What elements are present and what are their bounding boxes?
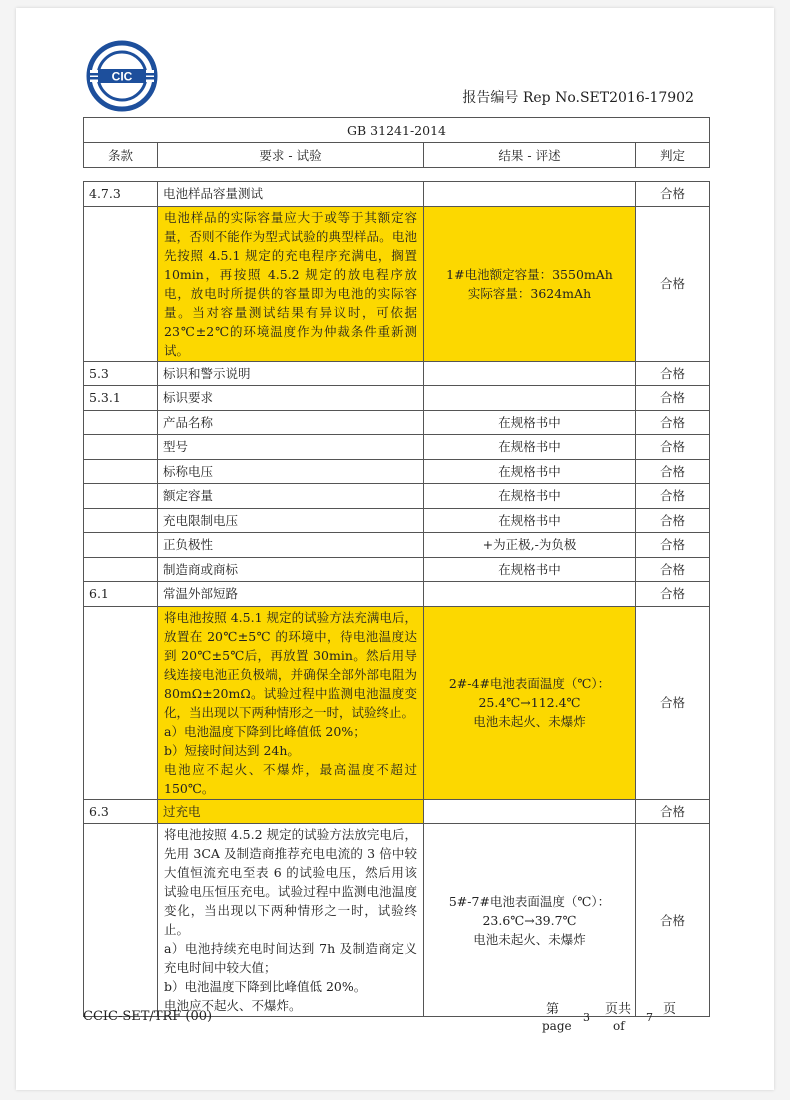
table-row: [84, 435, 710, 460]
result-cell: +为正极,-为负极: [424, 533, 636, 558]
result-line: 电池未起火、未爆炸: [473, 931, 586, 947]
verdict-cell: 合格: [636, 386, 710, 411]
svg-text:CIC: CIC: [111, 69, 133, 84]
requirement-cell: 标识和警示说明: [158, 361, 424, 386]
result-cell: 在规格书中: [424, 459, 636, 484]
requirement-paragraph: 将电池按照 4.5.2 规定的试验方法放完电后，先用 3CA 及制造商推荐充电电流的 3 倍中较大值恒流充电至表 6 的试验电压，然后用该试验电压恒压充电。试验过程中监测电池温度变化，当出现以下两种情形之一时，试验终止。: [164, 827, 417, 937]
total-pages: 7: [646, 1011, 653, 1024]
result-line: 1#电池额定容量：3550mAh: [446, 266, 613, 282]
result-cell: [424, 386, 636, 411]
result-cell: 在规格书中: [424, 410, 636, 435]
total-label: 页共 of: [605, 1002, 632, 1033]
requirement-cell: 标称电压: [158, 459, 424, 484]
requirement-cell: 充电限制电压: [158, 508, 424, 533]
verdict-cell: 合格: [636, 459, 710, 484]
results-table: [83, 181, 710, 1017]
requirement-paragraph: 电池应不起火、不爆炸。: [164, 998, 302, 1013]
verdict-cell: 合格: [636, 799, 710, 824]
result-line: 实际容量：3624mAh: [467, 285, 592, 301]
standard-title: GB 31241-2014: [84, 118, 710, 143]
clause-cell: 5.3: [84, 361, 158, 386]
clause-cell: 4.7.3: [84, 182, 158, 207]
requirement-item: b）短接时间达到 24h。: [164, 742, 300, 758]
result-cell: 在规格书中: [424, 508, 636, 533]
result-line: 23.6℃→39.7℃: [482, 912, 577, 928]
requirement-cell: 正负极性: [158, 533, 424, 558]
verdict-cell: 合格: [636, 508, 710, 533]
clause-cell: 6.3: [84, 799, 158, 824]
result-cell: [424, 824, 636, 1017]
report-number: 报告编号 Rep No.SET2016-17902: [462, 90, 694, 106]
clause-cell: [84, 459, 158, 484]
result-line: 25.4℃→112.4℃: [478, 695, 581, 710]
requirement-item: a）电池温度下降到比峰值低 20%；: [164, 723, 366, 739]
requirement-cell: 电池样品的实际容量应大于或等于其额定容量，否则不能作为型式试验的典型样品。电池先按照 4.5.1 规定的充电程序充满电，搁置 10min，再按照 4.5.2 规定的放电程序放电，放电时所提供的容量即为电池的实际容量。当对容量测试结果有异议时，可依据 23℃±2℃的环境温度作为仲裁条件重新测试。: [158, 206, 424, 361]
requirement-cell: 型号: [158, 435, 424, 460]
table-row: [84, 824, 710, 1017]
verdict-cell: 合格: [636, 606, 710, 799]
requirement-cell: 电池样品容量测试: [158, 182, 424, 207]
col-requirement: 要求 - 试验: [158, 143, 424, 168]
table-row: [84, 484, 710, 509]
result-cell: [424, 582, 636, 607]
table-row: [84, 386, 710, 411]
col-clause: 条款: [84, 143, 158, 168]
requirement-cell: 制造商或商标: [158, 557, 424, 582]
result-cell: [424, 182, 636, 207]
clause-cell: 5.3.1: [84, 386, 158, 411]
table-row: [84, 799, 710, 824]
verdict-cell: 合格: [636, 484, 710, 509]
clause-cell: [84, 206, 158, 361]
result-line: 2#-4#电池表面温度（℃）：: [448, 676, 611, 691]
table-row: [84, 182, 710, 207]
table-row: [84, 533, 710, 558]
requirement-cell: 额定容量: [158, 484, 424, 509]
result-cell: 在规格书中: [424, 484, 636, 509]
verdict-cell: 合格: [636, 361, 710, 386]
result-cell: [424, 361, 636, 386]
table-row: [84, 361, 710, 386]
clause-cell: [84, 484, 158, 509]
clause-cell: [84, 508, 158, 533]
requirement-cell: 产品名称: [158, 410, 424, 435]
result-line: 5#-7#电池表面温度（℃）：: [448, 893, 611, 909]
page-number: 3: [583, 1011, 590, 1024]
result-cell: 在规格书中: [424, 557, 636, 582]
verdict-cell: 合格: [636, 533, 710, 558]
clause-cell: [84, 533, 158, 558]
page-label: 第 page: [542, 1002, 572, 1033]
requirement-cell: 常温外部短路: [158, 582, 424, 607]
requirement-cell: [158, 824, 424, 1017]
end-label: 页: [663, 1002, 677, 1017]
col-result: 结果 - 评述: [424, 143, 636, 168]
verdict-cell: 合格: [636, 206, 710, 361]
verdict-cell: 合格: [636, 435, 710, 460]
table-row: [84, 410, 710, 435]
table-row: [84, 459, 710, 484]
table-row: [84, 582, 710, 607]
clause-cell: [84, 824, 158, 1017]
clause-cell: [84, 557, 158, 582]
table-row: [84, 606, 710, 799]
requirement-paragraph: 电池应不起火、不爆炸，最高温度不超过150℃。: [164, 761, 417, 796]
requirement-item: b）电池温度下降到比峰值低 20%。: [164, 979, 367, 994]
result-line: 电池未起火、未爆炸: [473, 714, 586, 729]
clause-cell: [84, 435, 158, 460]
result-cell: 在规格书中: [424, 435, 636, 460]
clause-cell: [84, 606, 158, 799]
requirement-cell: [158, 606, 424, 799]
cic-logo: [86, 40, 158, 112]
requirement-cell: 标识要求: [158, 386, 424, 411]
result-cell: [424, 606, 636, 799]
header-table: [83, 117, 710, 168]
table-row: [84, 508, 710, 533]
verdict-cell: 合格: [636, 582, 710, 607]
verdict-cell: 合格: [636, 824, 710, 1017]
verdict-cell: 合格: [636, 557, 710, 582]
clause-cell: [84, 410, 158, 435]
form-id: CCIC-SET/TRF (00): [83, 1009, 213, 1024]
clause-cell: 6.1: [84, 582, 158, 607]
result-cell: [424, 799, 636, 824]
requirement-cell: 过充电: [158, 799, 424, 824]
result-cell: [424, 206, 636, 361]
verdict-cell: 合格: [636, 182, 710, 207]
table-row: [84, 206, 710, 361]
col-verdict: 判定: [636, 143, 710, 168]
requirement-item: a）电池持续充电时间达到 7h 及制造商定义充电时间中较大值；: [164, 941, 417, 975]
requirement-paragraph: 将电池按照 4.5.1 规定的试验方法充满电后，放置在 20℃±5℃ 的环境中，待电池温度达到 20℃±5℃后，再放置 30min。然后用导线连接电池正负极端，并确保全部外部电阻为 80mΩ±20mΩ。试验过程中监测电池温度变化，当出现以下两种情形之一时，试验终止。: [164, 609, 417, 720]
verdict-cell: 合格: [636, 410, 710, 435]
table-row: [84, 557, 710, 582]
